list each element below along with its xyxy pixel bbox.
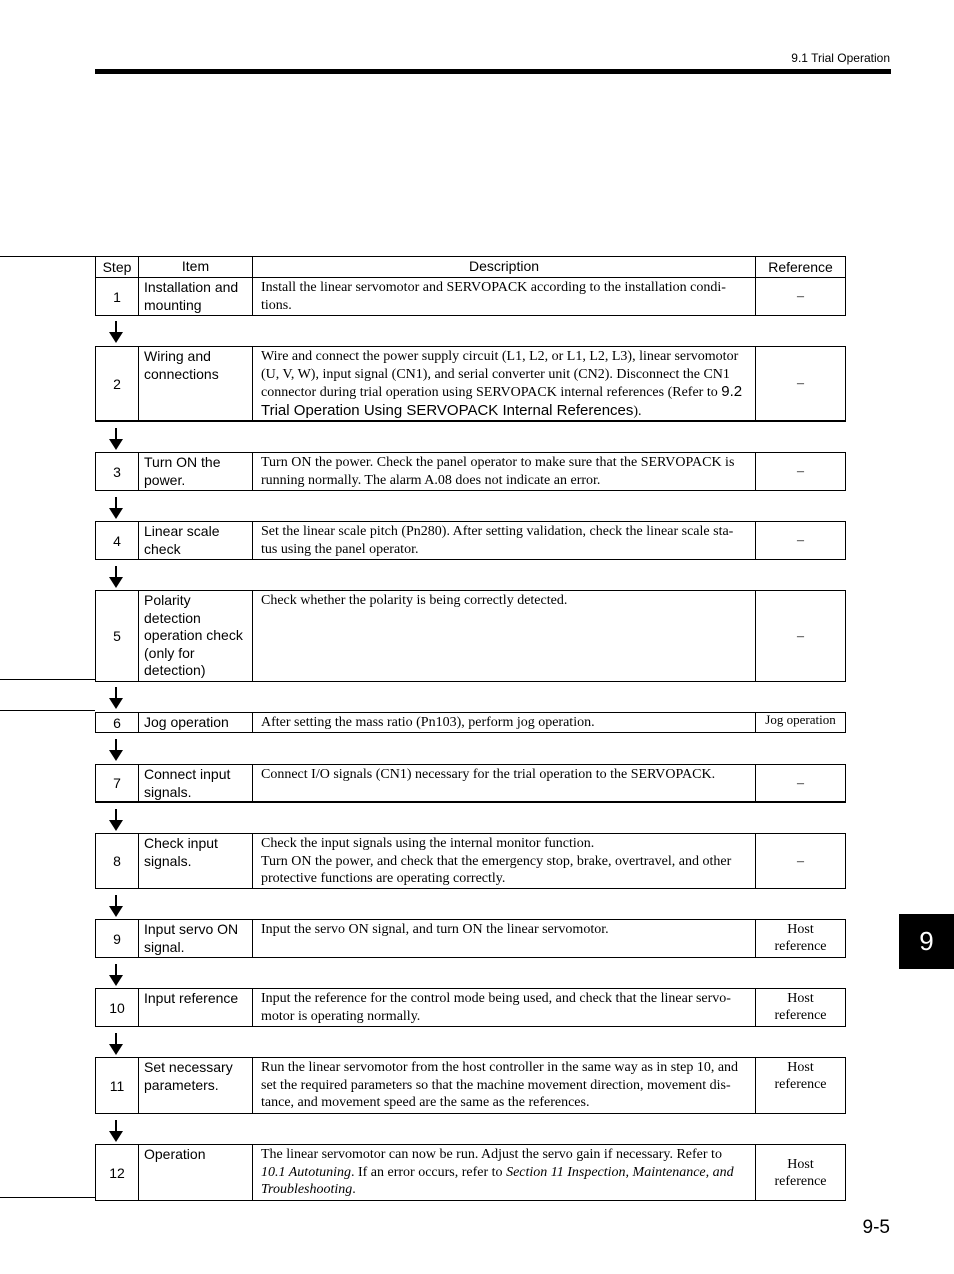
flow-arrow <box>109 321 123 343</box>
table-row <box>95 521 846 560</box>
step-item: Connect input signals. <box>139 765 253 801</box>
page-number: 9-5 <box>862 1217 890 1238</box>
section-link[interactable]: Section 11 Inspection, Maintenance, and Troubleshooting <box>261 1164 734 1197</box>
step-number: 1 <box>96 278 139 315</box>
header-item: Item <box>139 257 253 277</box>
step-item: Operation <box>139 1145 253 1200</box>
step-item: Set necessary parameters. <box>139 1058 253 1113</box>
table-row <box>95 1144 846 1201</box>
step-reference: Host reference <box>774 1060 827 1092</box>
step-reference: Host reference <box>774 1156 827 1189</box>
description-line: Turn ON the power, and check that the emergency stop, brake, overtravel, and other protective functions are operating correctly. <box>261 853 732 886</box>
section-header: 9.1 Trial Operation <box>791 51 890 65</box>
step-description <box>253 834 756 888</box>
table-row <box>95 452 846 491</box>
step-number: 2 <box>96 347 139 420</box>
step-reference: – <box>797 628 804 644</box>
header-description: Description <box>253 257 756 277</box>
step-number: 10 <box>96 989 139 1026</box>
step-item: Installation and mounting <box>139 278 253 315</box>
header-rule <box>95 69 891 74</box>
flow-arrow <box>109 1120 123 1142</box>
header-step: Step <box>96 257 139 277</box>
margin-line <box>0 256 95 257</box>
step-item: Turn ON the power. <box>139 453 253 490</box>
table-row <box>95 277 846 316</box>
margin-line <box>0 710 95 711</box>
margin-line <box>0 679 95 680</box>
step-reference: Jog operation <box>765 712 836 727</box>
description-text: Wire and connect the power supply circuit (L1, L2, or L1, L2, L3), linear servomotor (U, V, W), input signal (CN1), and serial converter unit (CN2). Disconnect the CN1 connector during trial operation using SERVOPACK internal references (Refer to <box>261 349 739 400</box>
step-description: Turn ON the power. Check the panel operator to make sure that the SERVOPACK is running normally. The alarm A.08 does not indicate an error. <box>253 453 756 490</box>
step-item: Input reference <box>139 989 253 1026</box>
step-description: Input the reference for the control mode being used, and check that the linear servo-motor is operating normally. <box>253 989 756 1026</box>
step-description: Run the linear servomotor from the host controller in the same way as in step 10, and set the required parameters so that the machine movement direction, movement dis-tance, and movement speed are the same as the references. <box>253 1058 756 1113</box>
step-description: Install the linear servomotor and SERVOPACK according to the installation condi-tions. <box>253 278 756 315</box>
chapter-tab: 9 <box>899 914 954 969</box>
table-row <box>95 590 846 682</box>
step-reference: – <box>797 464 804 479</box>
step-description: Connect I/O signals (CN1) necessary for the trial operation to the SERVOPACK. <box>253 765 756 801</box>
table-row <box>95 833 846 889</box>
header-reference: Reference <box>768 258 833 275</box>
flow-arrow <box>109 895 123 917</box>
step-description <box>253 347 756 420</box>
flow-arrow <box>109 566 123 588</box>
step-number: 6 <box>96 713 139 732</box>
step-description: Check whether the polarity is being correctly detected. <box>253 591 756 681</box>
description-text-end: ). <box>633 403 642 419</box>
step-number: 12 <box>96 1145 139 1200</box>
step-reference: – <box>797 533 804 548</box>
step-reference: Host reference <box>774 922 827 954</box>
table-row <box>95 988 846 1027</box>
section-link[interactable]: 9.2 Trial Operation Using SERVOPACK Internal References <box>261 383 743 419</box>
flow-arrow <box>109 809 123 831</box>
table-row <box>95 712 846 733</box>
table-header-row <box>95 256 846 278</box>
table-row <box>95 919 846 958</box>
flow-arrow <box>109 964 123 986</box>
step-item: Linear scale check <box>139 522 253 559</box>
step-number: 5 <box>96 591 139 681</box>
flow-arrow <box>109 497 123 519</box>
description-line: Check the input signals using the internal monitor function. <box>261 836 595 851</box>
flow-arrow <box>109 428 123 450</box>
step-description <box>253 1145 756 1200</box>
description-text: The linear servomotor can now be run. Adjust the servo gain if necessary. Refer to <box>261 1147 722 1162</box>
description-text: . If an error occurs, refer to <box>350 1164 503 1180</box>
table-row <box>95 764 846 803</box>
step-description: Set the linear scale pitch (Pn280). After setting validation, check the linear scale sta-tus using the panel operator. <box>253 522 756 559</box>
section-link[interactable]: 10.1 Autotuning <box>261 1164 351 1180</box>
description-text: . <box>352 1182 356 1197</box>
step-reference: – <box>797 376 804 391</box>
flow-arrow <box>109 1033 123 1055</box>
step-reference: – <box>797 289 804 304</box>
flow-arrow <box>109 739 123 761</box>
step-item: Check input signals. <box>139 834 253 888</box>
step-description: After setting the mass ratio (Pn103), perform jog operation. <box>253 713 756 732</box>
step-reference: – <box>797 853 804 869</box>
margin-line <box>0 1197 95 1198</box>
flow-arrow <box>109 687 123 709</box>
step-number: 11 <box>96 1058 139 1113</box>
step-number: 4 <box>96 522 139 559</box>
step-number: 7 <box>96 765 139 801</box>
table-row <box>95 1057 846 1114</box>
step-item: Input servo ON signal. <box>139 920 253 957</box>
step-item: Wiring and connections <box>139 347 253 420</box>
step-number: 8 <box>96 834 139 888</box>
step-item: Jog operation <box>139 713 253 732</box>
step-reference: Host reference <box>774 991 827 1023</box>
table-row <box>95 346 846 422</box>
step-description: Input the servo ON signal, and turn ON the linear servomotor. <box>253 920 756 957</box>
step-reference: – <box>797 775 804 791</box>
step-item: Polarity detection operation check (only for detection) <box>139 591 253 681</box>
step-number: 9 <box>96 920 139 957</box>
step-number: 3 <box>96 453 139 490</box>
